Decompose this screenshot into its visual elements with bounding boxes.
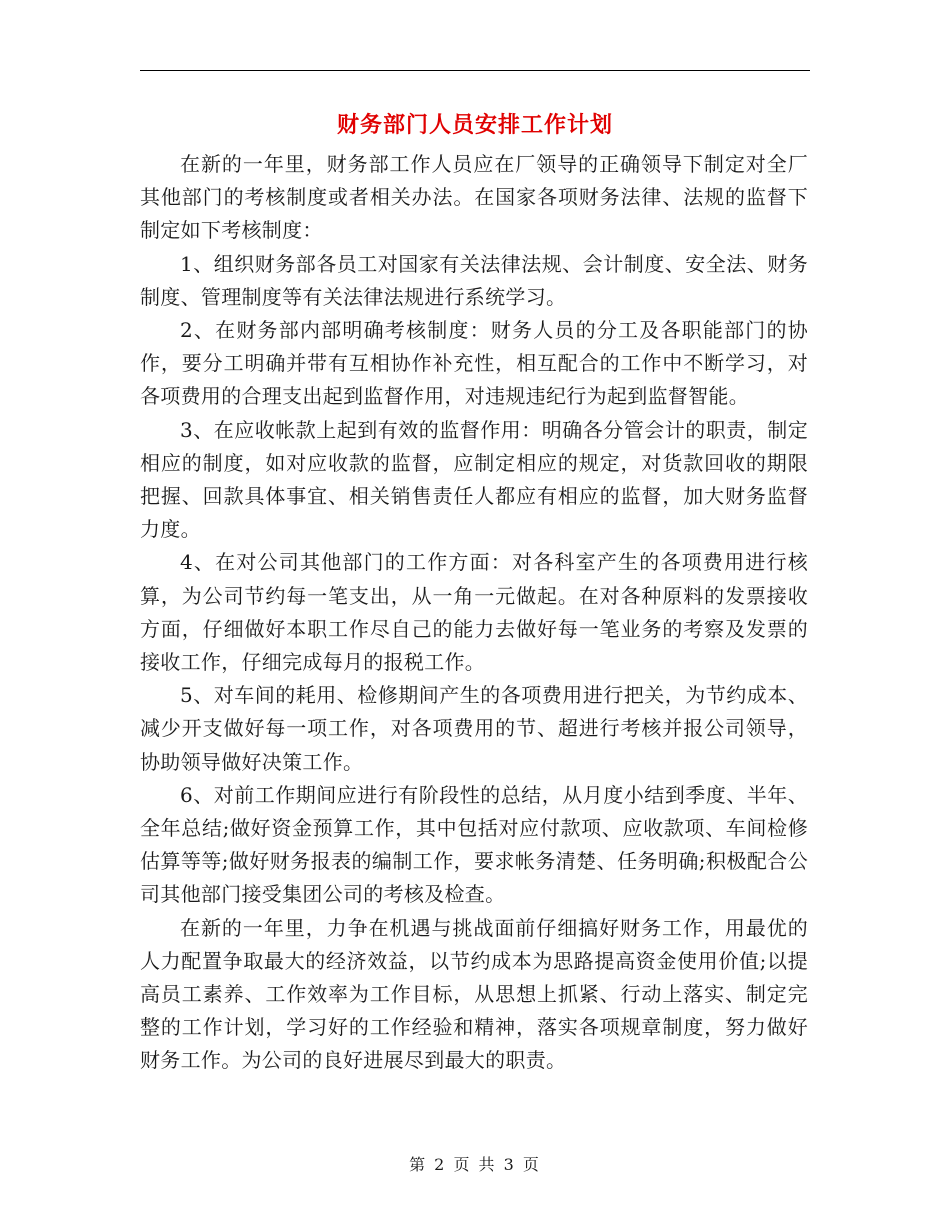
page-number-footer: 第 2 页 共 3 页 (409, 1155, 541, 1174)
item-5-paragraph: 5、对车间的耗用、检修期间产生的各项费用进行把关，为节约成本、减少开支做好每一项工作，对各项费用的节、超进行考核并报公司领导，协助领导做好决策工作。 (140, 683, 808, 774)
item-4-paragraph: 4、在对公司其他部门的工作方面：对各科室产生的各项费用进行核算，为公司节约每一笔支出，从一角一元做起。在对各种原料的发票接收方面，仔细做好本职工作尽自己的能力去做好每一笔业务的考察及发票的接收工作，仔细完成每月的报税工作。 (140, 550, 808, 675)
document-title: 财务部门人员安排工作计划 (336, 112, 613, 138)
header-rule (140, 70, 810, 71)
closing-paragraph: 在新的一年里，力争在机遇与挑战面前仔细搞好财务工作，用最优的人力配置争取最大的经济效益，以节约成本为思路提高资金使用价值;以提高员工素养、工作效率为工作目标，从思想上抓紧、行动上落实、制定完整的工作计划，学习好的工作经验和精神，落实各项规章制度，努力做好财务工作。为公司的良好进展尽到最大的职责。 (140, 915, 808, 1073)
item-2-paragraph: 2、在财务部内部明确考核制度：财务人员的分工及各职能部门的协作，要分工明确并带有互相协作补充性，相互配合的工作中不断学习，对各项费用的合理支出起到监督作用，对违规违纪行为起到监督智能。 (140, 318, 808, 409)
intro-paragraph: 在新的一年里，财务部工作人员应在厂领导的正确领导下制定对全厂其他部门的考核制度或者相关办法。在国家各项财务法律、法规的监督下制定如下考核制度： (140, 152, 808, 243)
item-1-paragraph: 1、组织财务部各员工对国家有关法律法规、会计制度、安全法、财务制度、管理制度等有关法律法规进行系统学习。 (140, 251, 808, 309)
document-body (140, 148, 808, 1078)
item-6-paragraph: 6、对前工作期间应进行有阶段性的总结，从月度小结到季度、半年、全年总结;做好资金预算工作，其中包括对应付款项、应收款项、车间检修估算等等;做好财务报表的编制工作，要求帐务清楚、任务明确;积极配合公司其他部门接受集团公司的考核及检查。 (140, 782, 808, 907)
item-3-paragraph: 3、在应收帐款上起到有效的监督作用：明确各分管会计的职责，制定相应的制度，如对应收款的监督，应制定相应的规定，对货款回收的期限把握、回款具体事宜、相关销售责任人都应有相应的监督，加大财务监督力度。 (140, 417, 808, 542)
